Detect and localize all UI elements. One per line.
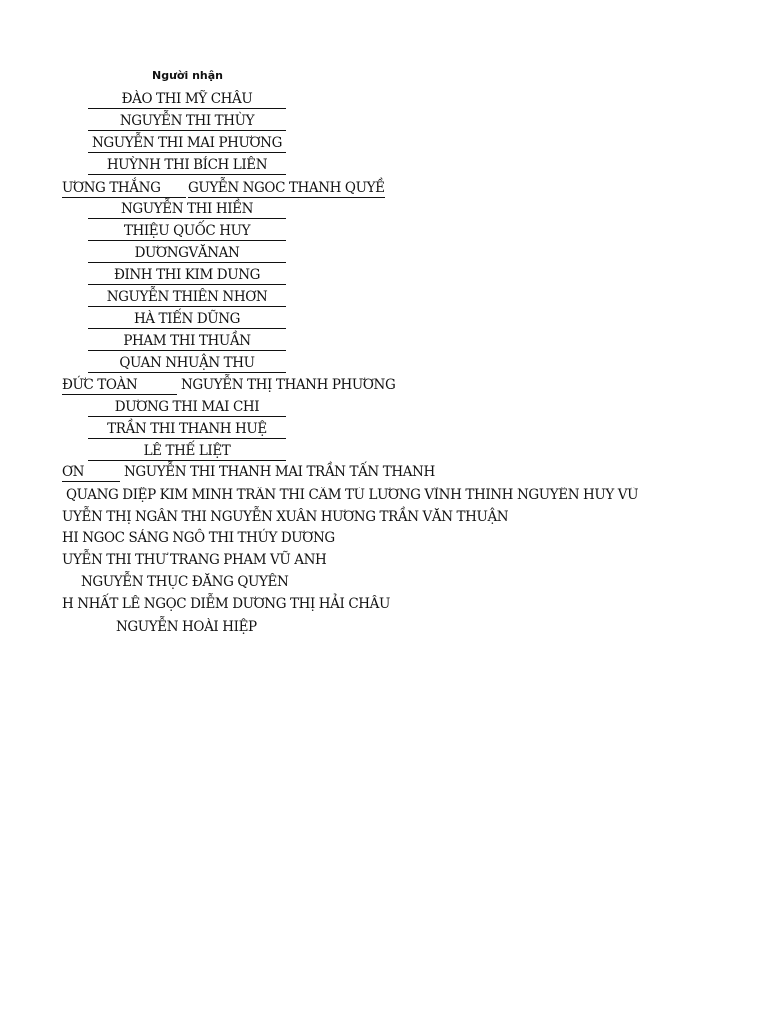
overflow-text: UYỄN THỊ NGÂN THI NGUYỄN XUÂN HƯƠNG TRẦN VĂN THUẬN [62, 509, 509, 525]
recipient-name: HUỲNH THI BÍCH LIÊN [88, 157, 286, 175]
recipient-name: TRẦN THI THANH HUỆ [88, 421, 286, 439]
table-row [0, 552, 768, 574]
table-row [0, 619, 768, 641]
table-row [0, 311, 768, 333]
overflow-text: NGUYỄN THI THANH MAI TRẦN TẤN THANH [124, 464, 435, 480]
recipient-name: HÀ TIẾN DŨNG [88, 311, 286, 329]
table-row [0, 509, 768, 531]
recipient-name: DƯƠNG THI MAI CHI [88, 399, 286, 417]
table-row [0, 443, 768, 465]
overflow-text: GUYỄN NGOC THANH QUYỀ [188, 180, 385, 196]
table-row [0, 267, 768, 289]
table-row [0, 487, 768, 509]
table-row [0, 377, 768, 399]
table-row [0, 113, 768, 135]
table-row [0, 91, 768, 113]
table-row [0, 223, 768, 245]
overflow-text: ĐỨC TOÀN [62, 377, 177, 395]
recipient-name: NGUYỄN THI HIỀN [88, 201, 286, 219]
overflow-text: ƠN [62, 464, 120, 482]
recipient-name: DƯƠNGVĂNAN [88, 245, 286, 263]
overflow-text: NGUYỄN HOÀI HIỆP [116, 619, 257, 635]
recipient-name: NGUYỄN THIÊN NHƠN [88, 289, 286, 307]
recipient-name: NGUYỄN THI THÙY [88, 113, 286, 131]
table-row [0, 180, 768, 202]
overflow-text: H NHẤT LÊ NGỌC DIỄM DƯƠNG THỊ HẢI CHÂU [62, 596, 390, 612]
recipient-name: NGUYỄN THI MAI PHƯƠNG [88, 135, 286, 153]
recipient-name: QUAN NHUẬN THU [88, 355, 286, 373]
table-row [0, 135, 768, 157]
overflow-text: HI NGOC SÁNG NGÔ THI THÚY DƯƠNG [62, 530, 335, 546]
table-row [0, 596, 768, 618]
table-row [0, 333, 768, 355]
overflow-text: NGUYỄN THỤC ĐĂNG QUYÊN [81, 574, 289, 590]
table-row [0, 157, 768, 179]
column-heading: Người nhận [152, 69, 223, 82]
recipient-name: PHAM THI THUẦN [88, 333, 286, 351]
table-row [0, 399, 768, 421]
recipient-name: ĐÀO THI MỸ CHÂU [88, 91, 286, 109]
overflow-text: UYỄN THI THƯ TRANG PHAM VŨ ANH [62, 552, 327, 568]
table-row [0, 245, 768, 267]
table-row [0, 201, 768, 223]
overflow-text: NGUYỄN THỊ THANH PHƯƠNG [181, 377, 396, 393]
overflow-text: QUANG DIỆP KIM MINH TRẦN THI CẨM TÚ LƯƠNG VĨNH THINH NGUYỄN HUY VŨ [66, 487, 639, 503]
recipient-name: THIỆU QUỐC HUY [88, 223, 286, 241]
table-row [0, 574, 768, 596]
table-row [0, 289, 768, 311]
table-row [0, 355, 768, 377]
overflow-text: ƯƠNG THẮNG [62, 180, 186, 198]
table-row [0, 464, 768, 486]
table-row [0, 530, 768, 552]
recipient-name: LÊ THẾ LIỆT [88, 443, 286, 461]
recipient-name: ĐINH THI KIM DUNG [88, 267, 286, 285]
table-row [0, 421, 768, 443]
